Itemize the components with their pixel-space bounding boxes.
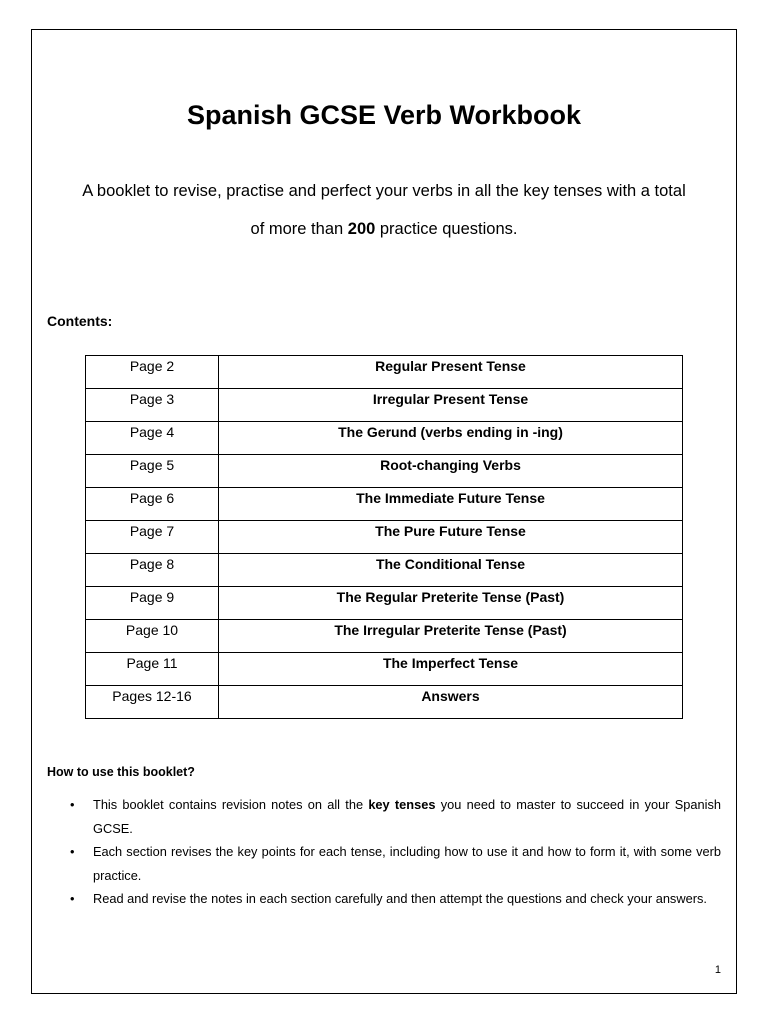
table-row <box>86 653 683 686</box>
bullet-2-text: Each section revises the key points for each tense, including how to use it and how to form it, with some verb practice. <box>93 844 721 883</box>
toc-page: Page 4 <box>86 422 219 455</box>
toc-topic: The Immediate Future Tense <box>219 488 683 521</box>
intro-line-2 <box>50 210 718 248</box>
howto-heading: How to use this booklet? <box>47 765 195 779</box>
table-row <box>86 422 683 455</box>
toc-topic: Regular Present Tense <box>219 356 683 389</box>
toc-page: Page 8 <box>86 554 219 587</box>
toc-page: Page 10 <box>86 620 219 653</box>
toc-page: Page 5 <box>86 455 219 488</box>
list-item <box>66 793 721 840</box>
bullet-icon: • <box>70 797 75 812</box>
intro-line-2-before: of more than <box>250 220 348 238</box>
list-item <box>66 887 721 911</box>
bullet-icon: • <box>70 844 75 859</box>
toc-topic: The Gerund (verbs ending in -ing) <box>219 422 683 455</box>
toc-topic: Irregular Present Tense <box>219 389 683 422</box>
contents-heading: Contents: <box>47 313 113 329</box>
howto-list <box>66 793 721 911</box>
table-row <box>86 521 683 554</box>
table-row <box>86 356 683 389</box>
table-row <box>86 587 683 620</box>
bullet-icon: • <box>70 891 75 906</box>
table-row <box>86 554 683 587</box>
toc-page: Page 3 <box>86 389 219 422</box>
table-row <box>86 455 683 488</box>
toc-page: Page 7 <box>86 521 219 554</box>
table-row <box>86 389 683 422</box>
toc-page: Pages 12-16 <box>86 686 219 719</box>
page-title: Spanish GCSE Verb Workbook <box>186 100 582 130</box>
toc-topic: The Imperfect Tense <box>219 653 683 686</box>
intro-text <box>50 172 718 248</box>
bullet-1-bold: key tenses <box>368 797 436 812</box>
toc-page: Page 11 <box>86 653 219 686</box>
toc-page: Page 9 <box>86 587 219 620</box>
toc-page: Page 2 <box>86 356 219 389</box>
toc-topic: Answers <box>219 686 683 719</box>
bullet-3-text: Read and revise the notes in each section carefully and then attempt the questions and check your answers. <box>93 891 707 906</box>
toc-topic: The Conditional Tense <box>219 554 683 587</box>
toc-topic: The Pure Future Tense <box>219 521 683 554</box>
bullet-1-before: This booklet contains revision notes on all the <box>93 797 369 812</box>
contents-table <box>85 355 683 719</box>
toc-topic: The Irregular Preterite Tense (Past) <box>219 620 683 653</box>
toc-topic: The Regular Preterite Tense (Past) <box>219 587 683 620</box>
toc-topic: Root-changing Verbs <box>219 455 683 488</box>
intro-line-1: A booklet to revise, practise and perfect your verbs in all the key tenses with a total <box>82 182 686 200</box>
toc-page: Page 6 <box>86 488 219 521</box>
table-row <box>86 488 683 521</box>
intro-line-2-after: practice questions. <box>375 220 518 238</box>
bullet-1-after: you need to master to succeed in your Spanish GCSE. <box>93 797 722 836</box>
table-row <box>86 686 683 719</box>
page-number: 1 <box>714 964 721 976</box>
table-row <box>86 620 683 653</box>
intro-question-count: 200 <box>347 220 376 238</box>
list-item <box>66 840 721 887</box>
